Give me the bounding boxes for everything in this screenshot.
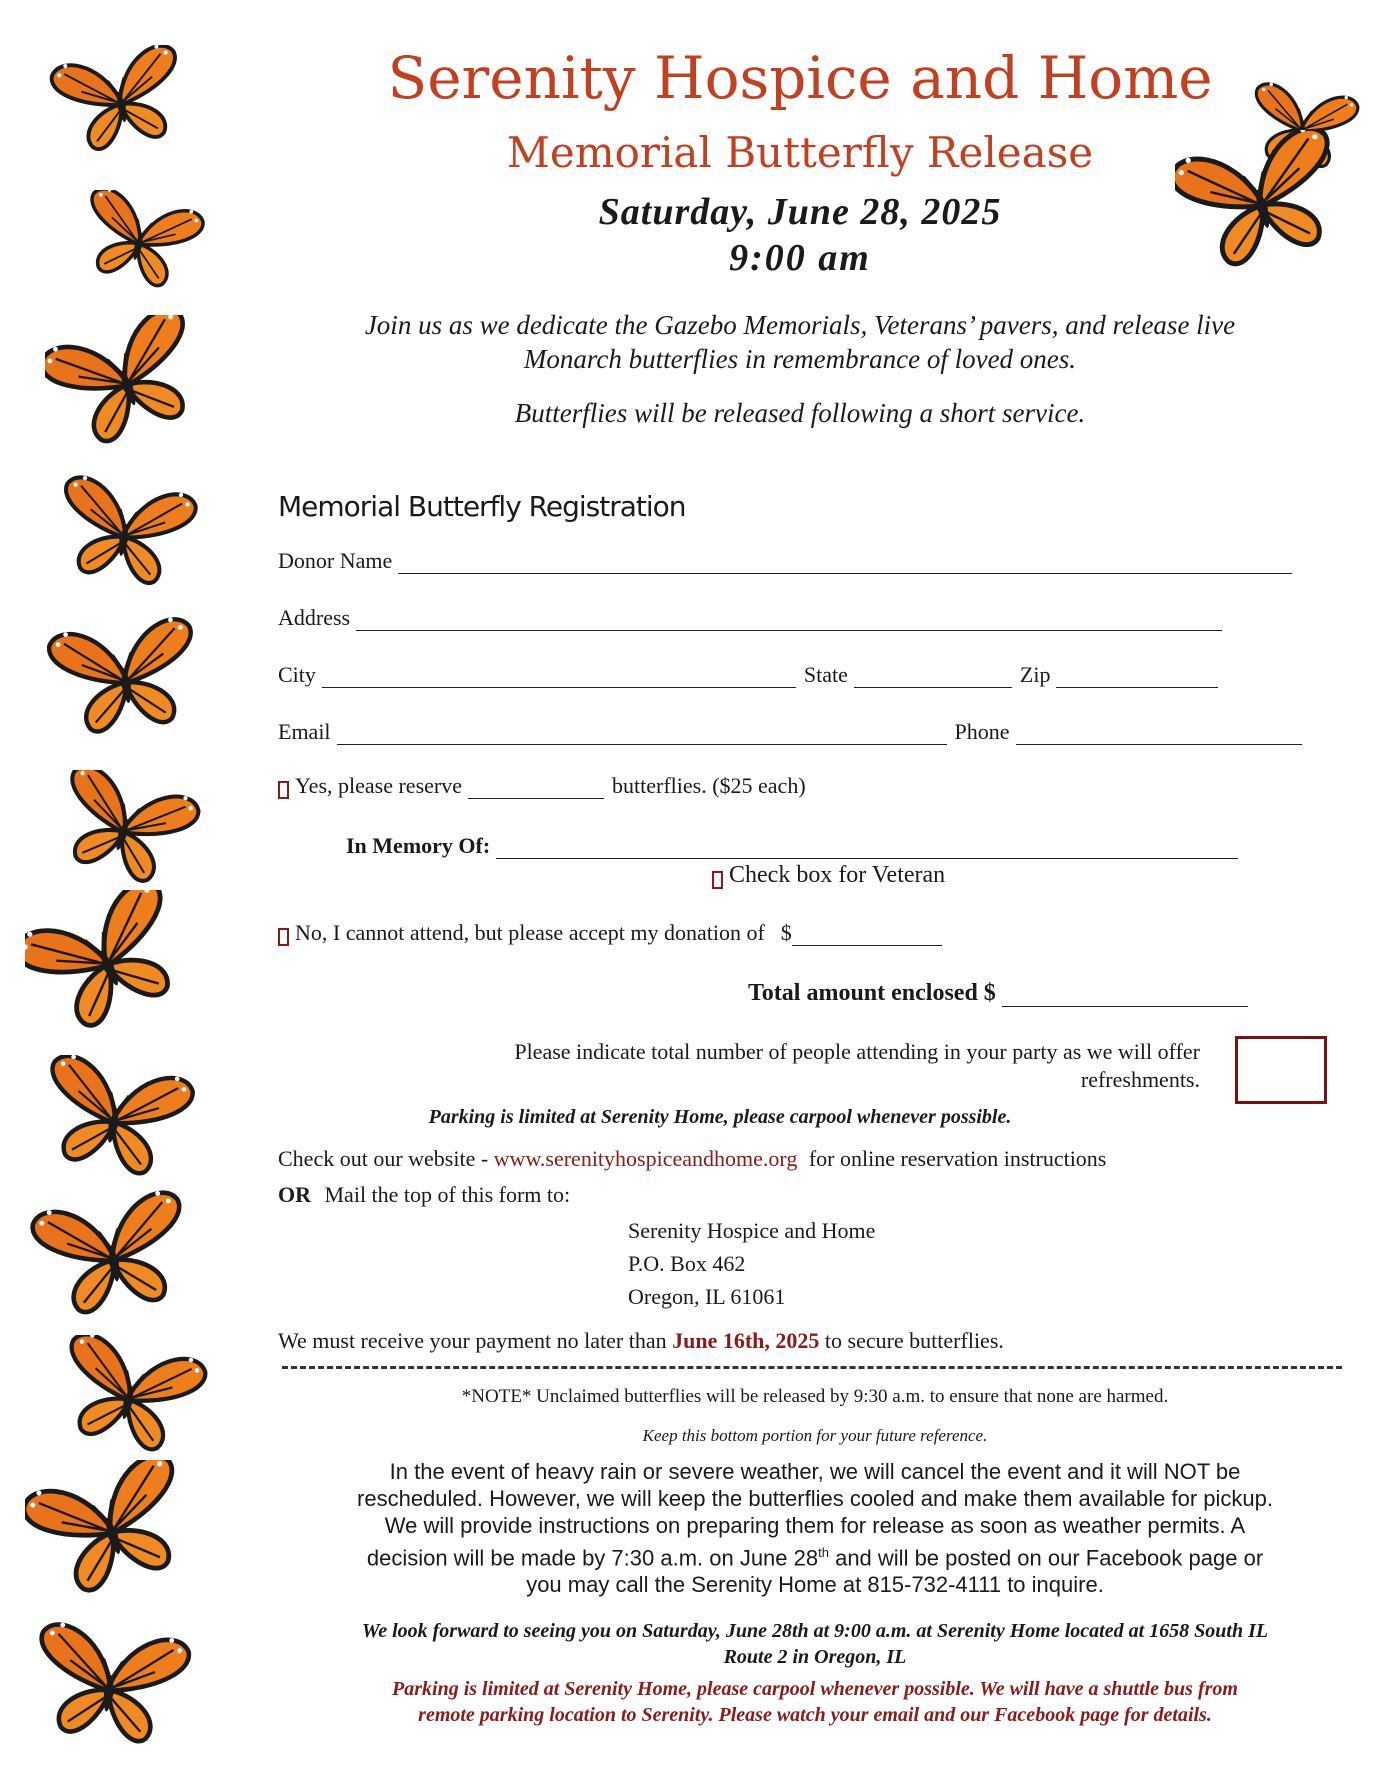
address-line: Serenity Hospice and Home [628, 1218, 876, 1243]
total-amount-field[interactable] [1002, 984, 1248, 1007]
reserve-checkbox[interactable] [278, 781, 289, 799]
city-label: City [278, 662, 316, 687]
reserve-suffix: butterflies. ($25 each) [612, 773, 806, 798]
address-row [278, 605, 1230, 631]
unclaimed-note: *NOTE* Unclaimed butterflies will be released by 9:30 a.m. to ensure that none are harmed. [461, 1386, 1169, 1407]
butterfly-image [50, 1335, 210, 1455]
weather-line-sup: th [818, 1545, 829, 1560]
butterfly-quantity-field[interactable] [468, 776, 604, 799]
website-line [278, 1146, 1106, 1172]
closing-line: We look forward to seeing you on Saturday, June 28th at 9:00 a.m. at Serenity Home located at 1658 South IL [361, 1620, 1269, 1642]
city-state-zip-row [278, 662, 1226, 688]
or-label: OR [278, 1182, 311, 1207]
butterfly-image [45, 475, 205, 590]
weather-line-part: and will be posted on our Facebook page or [828, 1545, 1264, 1571]
reserve-row [278, 773, 806, 799]
butterfly-image [65, 190, 215, 290]
state-label: State [803, 662, 848, 687]
donor-name-row [278, 548, 1300, 574]
butterfly-image [25, 1190, 200, 1320]
mail-line [278, 1182, 570, 1208]
phone-field[interactable] [1016, 722, 1302, 745]
donation-checkbox[interactable] [278, 928, 289, 946]
in-memory-label: In Memory Of: [346, 833, 491, 858]
donation-amount-field[interactable] [792, 923, 942, 946]
party-line: Please indicate total number of people attending in your party as we will offer [514, 1039, 1200, 1064]
address-field[interactable] [356, 608, 1222, 631]
donation-currency: $ [780, 920, 792, 945]
butterfly-image [45, 770, 205, 885]
butterfly-image [40, 615, 210, 740]
butterfly-image [25, 1460, 195, 1595]
total-label: Total amount enclosed $ [748, 980, 996, 1006]
reserve-prefix: Yes, please reserve [295, 773, 462, 798]
donor-name-label: Donor Name [278, 548, 393, 573]
weather-line: rescheduled. However, we will keep the butterflies cooled and make them available for pickup. [357, 1486, 1273, 1511]
org-title: Serenity Hospice and Home [387, 44, 1213, 112]
deadline-suffix: to secure butterflies. [824, 1328, 1004, 1353]
shuttle-note [260, 1676, 1370, 1728]
butterfly-image [45, 315, 205, 445]
shuttle-line: Parking is limited at Serenity Home, please carpool whenever possible. We will have a shuttle bus from [392, 1678, 1238, 1700]
intro-line: Monarch butterflies in remembrance of loved ones. [523, 344, 1077, 374]
phone-label: Phone [954, 719, 1010, 744]
weather-line: In the event of heavy rain or severe weather, we will cancel the event and it will NOT be [389, 1459, 1241, 1484]
website-link[interactable]: www.serenityhospiceandhome.org [493, 1146, 798, 1171]
intro-text [270, 308, 1330, 376]
donation-label: No, I cannot attend, but please accept my donation of [295, 920, 765, 945]
deadline-prefix: We must receive your payment no later than [278, 1328, 667, 1353]
closing-note [260, 1618, 1370, 1670]
email-field[interactable] [337, 722, 947, 745]
intro-line: Join us as we dedicate the Gazebo Memorials, Veterans’ pavers, and release live [364, 310, 1236, 340]
veteran-label: Check box for Veteran [729, 862, 946, 888]
weather-line [270, 1539, 1360, 1571]
state-field[interactable] [854, 665, 1012, 688]
weather-line: you may call the Serenity Home at 815-732-4111 to inquire. [526, 1572, 1104, 1598]
website-prefix: Check out our website - [278, 1146, 489, 1171]
event-title: Memorial Butterfly Release [506, 128, 1094, 177]
weather-line-part: decision will be made by 7:30 a.m. on June 28 [366, 1545, 819, 1571]
weather-line: We will provide instructions on preparing them for release as soon as weather permits. A [384, 1513, 1246, 1538]
zip-label: Zip [1019, 662, 1051, 687]
service-note: Butterflies will be released following a short service. [514, 398, 1086, 428]
butterfly-image [40, 45, 200, 155]
address-label: Address [278, 605, 351, 630]
party-size-box[interactable] [1235, 1036, 1327, 1104]
party-line: refreshments. [1080, 1067, 1200, 1092]
shuttle-line: remote parking location to Serenity. Please watch your email and our Facebook page for details. [418, 1704, 1212, 1726]
mail-text: Mail the top of this form to: [324, 1182, 571, 1207]
cut-line [282, 1366, 1342, 1369]
butterfly-image [25, 1620, 195, 1750]
city-field[interactable] [322, 665, 796, 688]
parking-note: Parking is limited at Serenity Home, please carpool whenever possible. [428, 1106, 1012, 1128]
address-line: Oregon, IL 61061 [628, 1284, 786, 1309]
address-line: P.O. Box 462 [628, 1251, 746, 1276]
weather-policy [270, 1458, 1360, 1598]
website-suffix: for online reservation instructions [808, 1146, 1107, 1171]
in-memory-row [346, 833, 1246, 859]
in-memory-field[interactable] [496, 836, 1238, 859]
total-row [748, 980, 1256, 1007]
mailing-address [628, 1214, 875, 1313]
deadline-date: June 16th, 2025 [672, 1328, 820, 1353]
donation-row [278, 920, 950, 946]
deadline-line [278, 1328, 1004, 1354]
veteran-checkbox[interactable] [712, 871, 723, 889]
event-time: 9:00 am [729, 237, 871, 279]
party-size-text [330, 1038, 1200, 1094]
butterfly-image [30, 1055, 200, 1180]
veteran-row [712, 862, 945, 889]
email-label: Email [278, 719, 331, 744]
event-date: Saturday, June 28, 2025 [598, 191, 1002, 233]
email-phone-row [278, 719, 1310, 745]
zip-field[interactable] [1056, 665, 1218, 688]
registration-heading: Memorial Butterfly Registration [278, 490, 686, 523]
closing-line: Route 2 in Oregon, IL [723, 1646, 907, 1668]
butterfly-image [25, 890, 185, 1030]
keep-note: Keep this bottom portion for your future reference. [642, 1426, 988, 1445]
donor-name-field[interactable] [398, 551, 1292, 574]
